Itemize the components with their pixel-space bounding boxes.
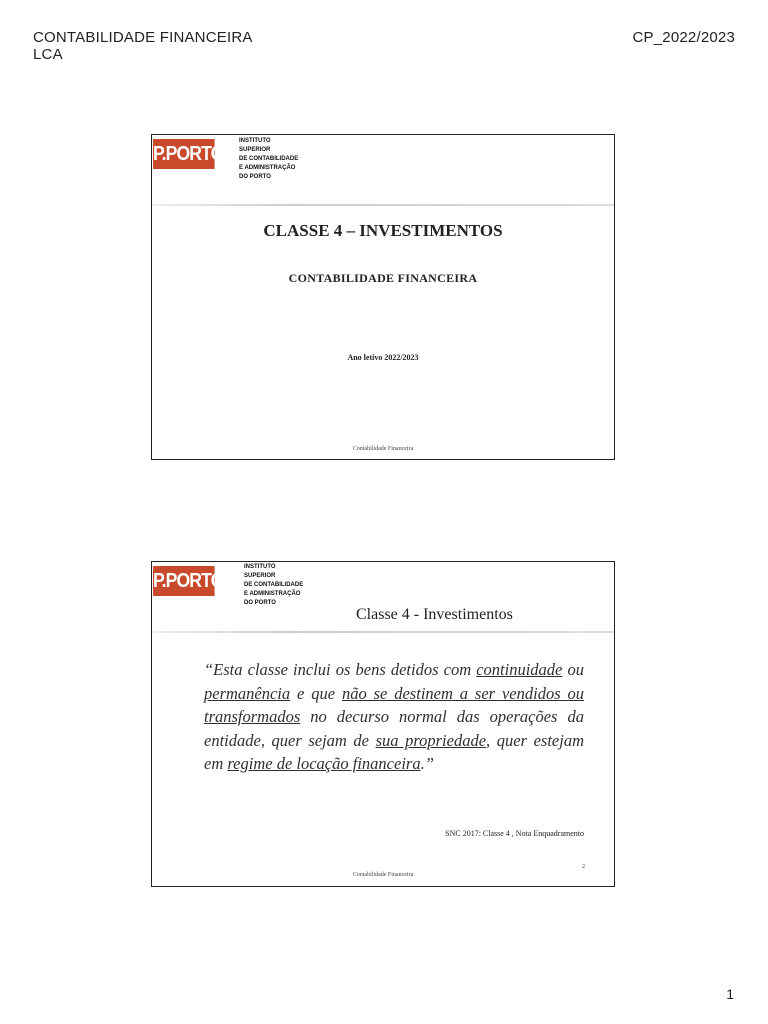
- institute-line: E ADMINISTRAÇÃO: [244, 591, 301, 597]
- document-header-left: [33, 29, 253, 63]
- underlined-term: regime de locação financeira: [227, 754, 421, 774]
- underlined-term: continuidade: [476, 660, 563, 679]
- institute-line: DE CONTABILIDADE: [239, 156, 299, 162]
- pporto-logo: P.PORTO: [153, 566, 215, 596]
- pporto-logo: P.PORTO: [153, 139, 215, 169]
- institute-line: DO PORTO: [244, 600, 276, 606]
- slide-number: 2: [582, 864, 585, 870]
- underlined-term: permanência: [204, 683, 291, 703]
- institute-name: [239, 137, 299, 182]
- header-course-code: LCA: [33, 46, 63, 63]
- source-citation: SNC 2017: Classe 4 , Nota Enquadramento: [445, 829, 584, 838]
- slide-title: CLASSE 4 – INVESTIMENTOS: [263, 221, 503, 240]
- slide-1: [151, 134, 615, 460]
- slide-subtitle: CONTABILIDADE FINANCEIRA: [288, 271, 478, 285]
- header-divider: [152, 631, 614, 633]
- institute-line: DO PORTO: [239, 174, 271, 180]
- institute-line: E ADMINISTRAÇÃO: [239, 165, 296, 171]
- underlined-term: sua propriedade: [375, 730, 487, 750]
- definition-quote: “Esta classe inclui os bens detidos com continuidade ou permanência e que não se destinem a ser vendidos ou transformados no decurso normal das operações da entidade, quer sejam de sua propriedade, quer estejam em regime de locação financeira.”: [204, 660, 584, 774]
- underlined-term: não se destinem a ser vendidos ou transformados: [204, 683, 584, 727]
- institute-line: SUPERIOR: [239, 147, 271, 153]
- slide-footer: Contabilidade Financeira: [352, 446, 414, 452]
- institute-line: SUPERIOR: [244, 573, 276, 579]
- slide-2: [151, 561, 615, 887]
- institute-line: INSTITUTO: [239, 138, 271, 144]
- institute-line: DE CONTABILIDADE: [244, 582, 304, 588]
- institute-line: INSTITUTO: [244, 564, 276, 570]
- institute-name: [244, 563, 304, 608]
- header-year-code: CP_2022/2023: [632, 29, 735, 46]
- academic-year: Ano letivo 2022/2023: [347, 353, 419, 362]
- page-number: 1: [726, 986, 734, 1002]
- header-divider: [152, 204, 614, 206]
- slide-footer: Contabilidade Financeira: [352, 872, 414, 878]
- header-course-title: CONTABILIDADE FINANCEIRA: [33, 29, 253, 46]
- slide-title: Classe 4 - Investimentos: [356, 606, 513, 623]
